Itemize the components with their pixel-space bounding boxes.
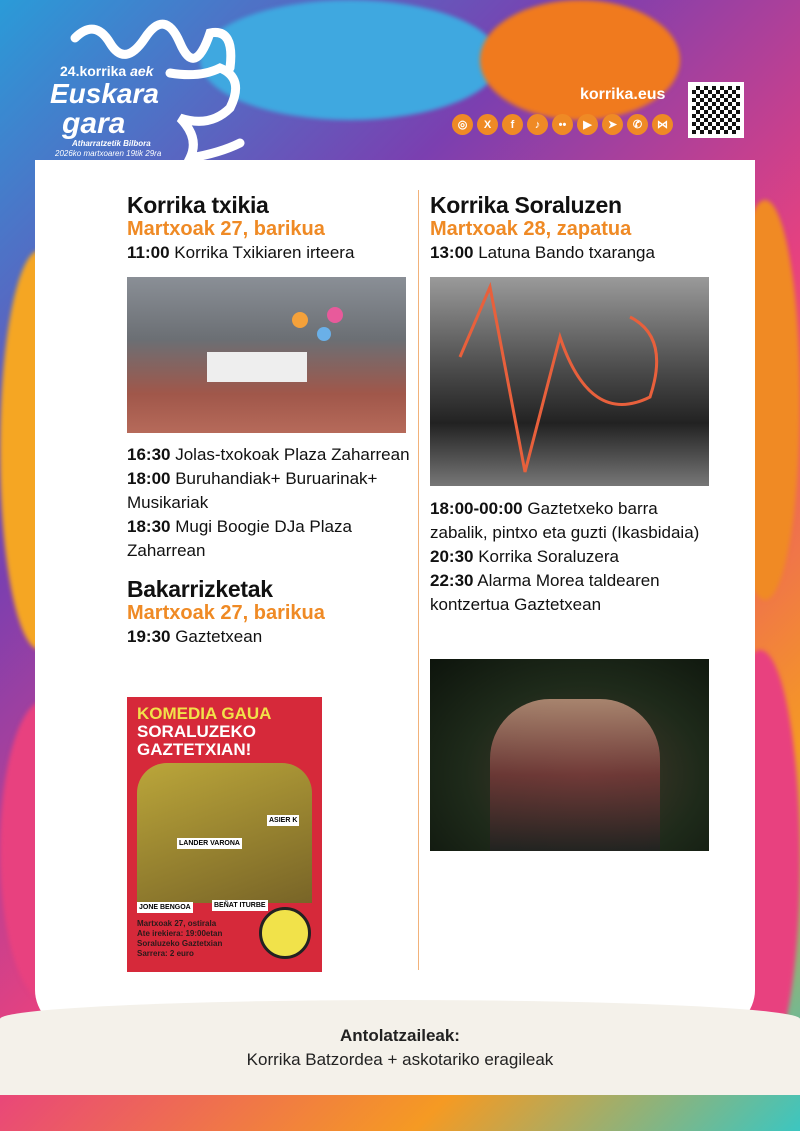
poster-name: ASIER K bbox=[269, 817, 298, 824]
section-title: Korrika Soraluzen bbox=[430, 192, 622, 218]
website-link[interactable]: korrika.eus bbox=[580, 86, 666, 103]
poster-name: BEÑAT ITURBE bbox=[214, 902, 266, 909]
section-date: Martxoak 27, barikua bbox=[127, 602, 325, 624]
txaranga-photo bbox=[430, 277, 709, 486]
x-icon[interactable]: X bbox=[477, 114, 498, 135]
comedians-image bbox=[137, 763, 312, 903]
section-title: Korrika txikia bbox=[127, 192, 269, 218]
tiktok-icon[interactable]: ♪ bbox=[527, 114, 548, 135]
section-date: Martxoak 28, zapatua bbox=[430, 218, 632, 240]
event-item: 18:00 Buruhandiak+ Buruarinak+ Musikariak bbox=[127, 469, 378, 512]
qr-code-icon bbox=[688, 82, 744, 138]
logo-title: Euskara bbox=[50, 78, 159, 109]
bluesky-icon[interactable]: ⋈ bbox=[652, 114, 673, 135]
event-item: 16:30 Jolas-txokoak Plaza Zaharrean bbox=[127, 445, 410, 464]
poster-info: Martxoak 27, ostirala Ate irekiera: 19:00etan Soraluzeko Gaztetxian Sarrera: 2 euro bbox=[137, 919, 223, 958]
korrika-txikia-photo bbox=[127, 277, 406, 433]
event-item: 18:00-00:00 Gaztetxeko barra zabalik, pintxo eta guzti (Ikasbidaia) bbox=[430, 499, 700, 542]
poster-name: LANDER VARONA bbox=[179, 840, 240, 847]
logo-edition: 24.korrika aek bbox=[60, 63, 154, 79]
gaztetxe-logo-icon bbox=[259, 907, 311, 959]
poster-name: JONE BENGOA bbox=[139, 904, 191, 911]
youtube-icon[interactable]: ▶ bbox=[577, 114, 598, 135]
logo-dates: 2026ko martxoaren 19tik 29ra bbox=[55, 149, 162, 158]
footer bbox=[0, 1026, 800, 1070]
section-title: Bakarrizketak bbox=[127, 576, 273, 602]
instagram-icon[interactable]: ◎ bbox=[452, 114, 473, 135]
event-item: 20:30 Korrika Soraluzera bbox=[430, 547, 619, 566]
logo-text bbox=[50, 63, 161, 159]
korrika-logo-overlay bbox=[430, 277, 709, 486]
poster-title: GAZTETXIAN! bbox=[137, 740, 252, 759]
poster-title: KOMEDIA GAUA bbox=[137, 704, 272, 723]
event-item: 11:00 Korrika Txikiaren irteera bbox=[127, 243, 355, 262]
event-item: 18:30 Mugi Boogie DJa Plaza Zaharrean bbox=[127, 517, 352, 560]
event-item: 13:00 Latuna Bando txaranga bbox=[430, 243, 655, 262]
social-icons bbox=[452, 114, 673, 135]
logo-dove-icon bbox=[160, 58, 250, 168]
logo-route: Atharratzetik Bilbora bbox=[72, 139, 151, 148]
comedy-poster bbox=[127, 697, 322, 972]
facebook-icon[interactable]: f bbox=[502, 114, 523, 135]
event-item: 19:30 Gaztetxean bbox=[127, 627, 263, 646]
logo-title: gara bbox=[62, 107, 126, 140]
column-divider bbox=[418, 190, 419, 970]
footer-label: Antolatzaileak: bbox=[340, 1026, 460, 1045]
whatsapp-icon[interactable]: ✆ bbox=[627, 114, 648, 135]
flickr-icon[interactable]: •• bbox=[552, 114, 573, 135]
poster-title: SORALUZEKO bbox=[137, 722, 256, 741]
telegram-icon[interactable]: ➤ bbox=[602, 114, 623, 135]
footer-organizers: Korrika Batzordea + askotariko eragileak bbox=[246, 1050, 554, 1069]
alarma-morea-photo bbox=[430, 659, 709, 851]
section-date: Martxoak 27, barikua bbox=[127, 218, 325, 240]
korrika-logo bbox=[50, 18, 250, 158]
event-item: 22:30 Alarma Morea taldearen kontzertua Gaztetxean bbox=[430, 571, 660, 614]
